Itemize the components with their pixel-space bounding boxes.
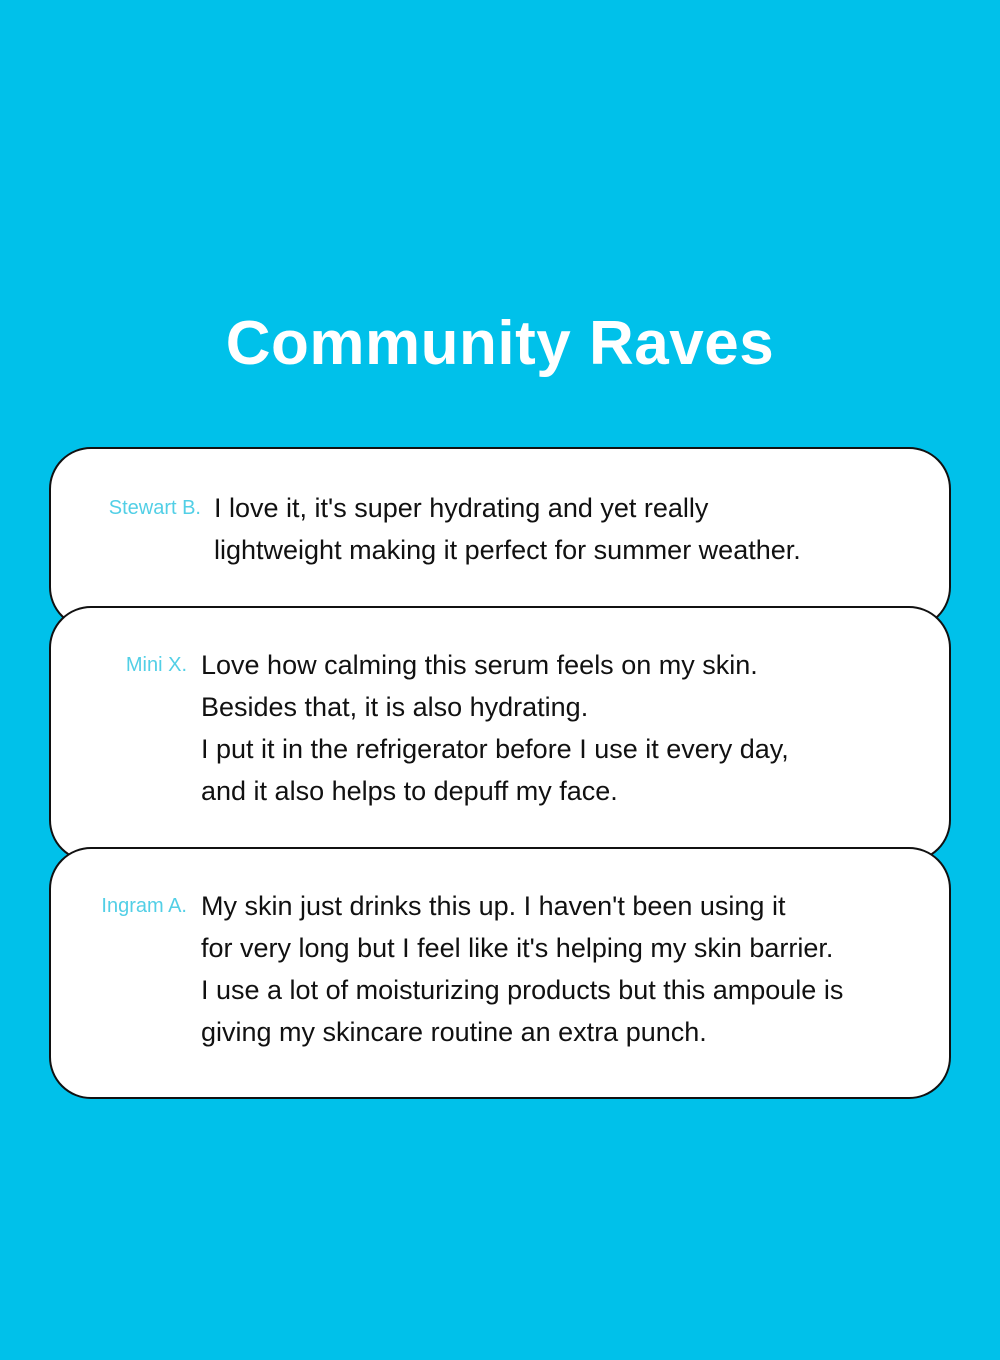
review-card (49, 847, 951, 1099)
review-author-container (51, 644, 187, 686)
review-author: Ingram A. (101, 895, 187, 917)
review-text-line: I love it, it's super hydrating and yet really (214, 493, 709, 523)
review-card (49, 447, 951, 629)
review-text (201, 644, 789, 812)
review-text-line: giving my skincare routine an extra punch. (201, 1017, 707, 1047)
review-text-line: for very long but I feel like it's helping my skin barrier. (201, 933, 834, 963)
review-text-line: My skin just drinks this up. I haven't been using it (201, 891, 786, 921)
review-author-container (51, 885, 187, 927)
review-text (214, 487, 801, 571)
review-text-line: I put it in the refrigerator before I use it every day, (201, 734, 789, 764)
review-card (49, 606, 951, 862)
review-author-container (51, 487, 201, 529)
review-text-line: I use a lot of moisturizing products but this ampoule is (201, 975, 844, 1005)
review-text-line: Love how calming this serum feels on my skin. (201, 650, 758, 680)
review-text-line: and it also helps to depuff my face. (201, 776, 618, 806)
review-text (201, 885, 843, 1053)
review-text-line: lightweight making it perfect for summer weather. (214, 535, 801, 565)
review-author: Stewart B. (108, 497, 201, 519)
review-text-line: Besides that, it is also hydrating. (201, 692, 589, 722)
page-title: Community Raves (225, 309, 775, 378)
review-author: Mini X. (125, 654, 187, 676)
